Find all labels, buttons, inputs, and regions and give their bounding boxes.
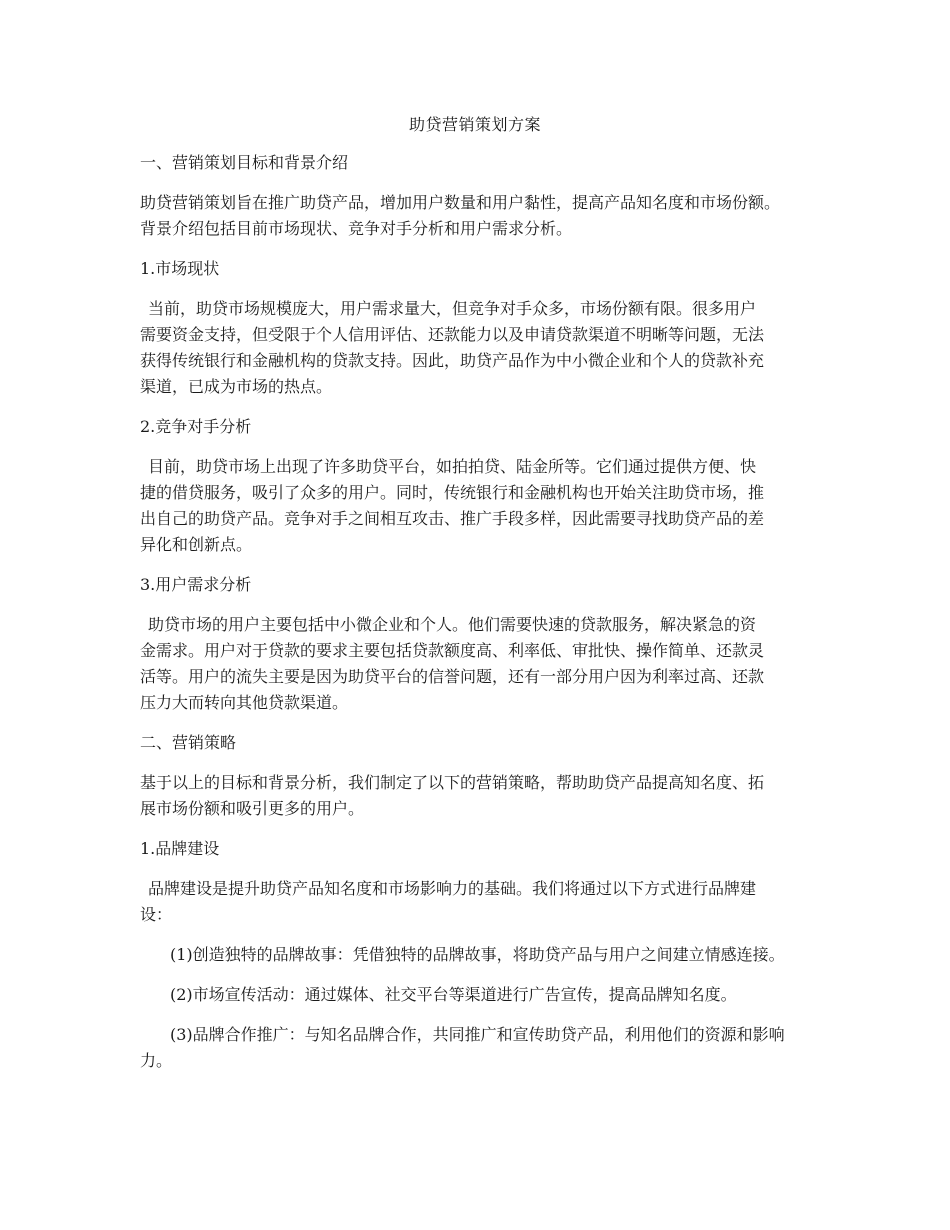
paragraph-line: 助贷营销策划旨在推广助贷产品，增加用户数量和用户黏性，提高产品知名度和市场份额。 xyxy=(140,193,781,212)
list-item-line: (3)品牌合作推广：与知名品牌合作，共同推广和宣传助贷产品，利用他们的资源和影响 xyxy=(170,1025,785,1044)
heading-text: 3.用户需求分析 xyxy=(140,575,252,594)
paragraph-line: 基于以上的目标和背景分析，我们制定了以下的营销策略，帮助助贷产品提高知名度、拓 xyxy=(140,773,765,792)
section-2-intro xyxy=(140,770,820,822)
paragraph-line: 展市场份额和吸引更多的用户。 xyxy=(140,799,365,818)
document-body xyxy=(140,150,820,1088)
competitor-heading xyxy=(140,414,820,440)
paragraph-line: 金需求。用户对于贷款的要求主要包括贷款额度高、利率低、审批快、操作简单、还款灵 xyxy=(140,641,765,660)
heading-text: 1.市场现状 xyxy=(140,259,220,278)
document-title: 助贷营销策划方案 xyxy=(408,115,541,134)
demand-paragraph xyxy=(140,612,820,716)
paragraph-line: 背景介绍包括目前市场现状、竞争对手分析和用户需求分析。 xyxy=(140,219,573,238)
paragraph-line: 获得传统银行和金融机构的贷款支持。因此，助贷产品作为中小微企业和个人的贷款补充 xyxy=(140,351,765,370)
paragraph-line: 助贷市场的用户主要包括中小微企业和个人。他们需要快速的贷款服务，解决紧急的资 xyxy=(148,615,757,634)
paragraph-line: 出自己的助贷产品。竞争对手之间相互攻击、推广手段多样，因此需要寻找助贷产品的差 xyxy=(140,509,765,528)
market-paragraph xyxy=(140,296,820,400)
list-item-line: (2)市场宣传活动：通过媒体、社交平台等渠道进行广告宣传，提高品牌知名度。 xyxy=(170,985,737,1004)
paragraph-line: 目前，助贷市场上出现了许多助贷平台，如拍拍贷、陆金所等。它们通过提供方便、快 xyxy=(148,457,757,476)
demand-heading xyxy=(140,572,820,598)
paragraph-line: 压力大而转向其他贷款渠道。 xyxy=(140,693,349,712)
brand-list-item xyxy=(140,942,820,968)
paragraph-line: 异化和创新点。 xyxy=(140,535,253,554)
list-item-line: (1)创造独特的品牌故事：凭借独特的品牌故事，将助贷产品与用户之间建立情感连接。 xyxy=(170,945,785,964)
heading-text: 一、营销策划目标和背景介绍 xyxy=(140,153,349,172)
heading-text: 二、营销策略 xyxy=(140,733,237,752)
brand-list-item xyxy=(140,1022,820,1074)
brand-heading xyxy=(140,836,820,862)
heading-text: 1.品牌建设 xyxy=(140,839,220,858)
paragraph-line: 当前，助贷市场规模庞大，用户需求量大，但竞争对手众多，市场份额有限。很多用户 xyxy=(148,299,757,318)
paragraph-line: 设： xyxy=(140,905,173,924)
brand-list-item xyxy=(140,982,820,1008)
paragraph-line: 需要资金支持，但受限于个人信用评估、还款能力以及申请贷款渠道不明晰等问题，无法 xyxy=(140,325,765,344)
competitor-paragraph xyxy=(140,454,820,558)
section-1-heading xyxy=(140,150,820,176)
paragraph-line: 渠道，已成为市场的热点。 xyxy=(140,377,333,396)
section-2-heading xyxy=(140,730,820,756)
brand-paragraph xyxy=(140,876,820,928)
paragraph-line: 活等。用户的流失主要是因为助贷平台的信誉问题，还有一部分用户因为利率过高、还款 xyxy=(140,667,765,686)
paragraph-line: 品牌建设是提升助贷产品知名度和市场影响力的基础。我们将通过以下方式进行品牌建 xyxy=(148,879,757,898)
list-item-line: 力。 xyxy=(140,1051,173,1070)
market-heading xyxy=(140,256,820,282)
paragraph-line: 捷的借贷服务，吸引了众多的用户。同时，传统银行和金融机构也开始关注助贷市场，推 xyxy=(140,483,765,502)
section-1-intro xyxy=(140,190,820,242)
heading-text: 2.竞争对手分析 xyxy=(140,417,252,436)
